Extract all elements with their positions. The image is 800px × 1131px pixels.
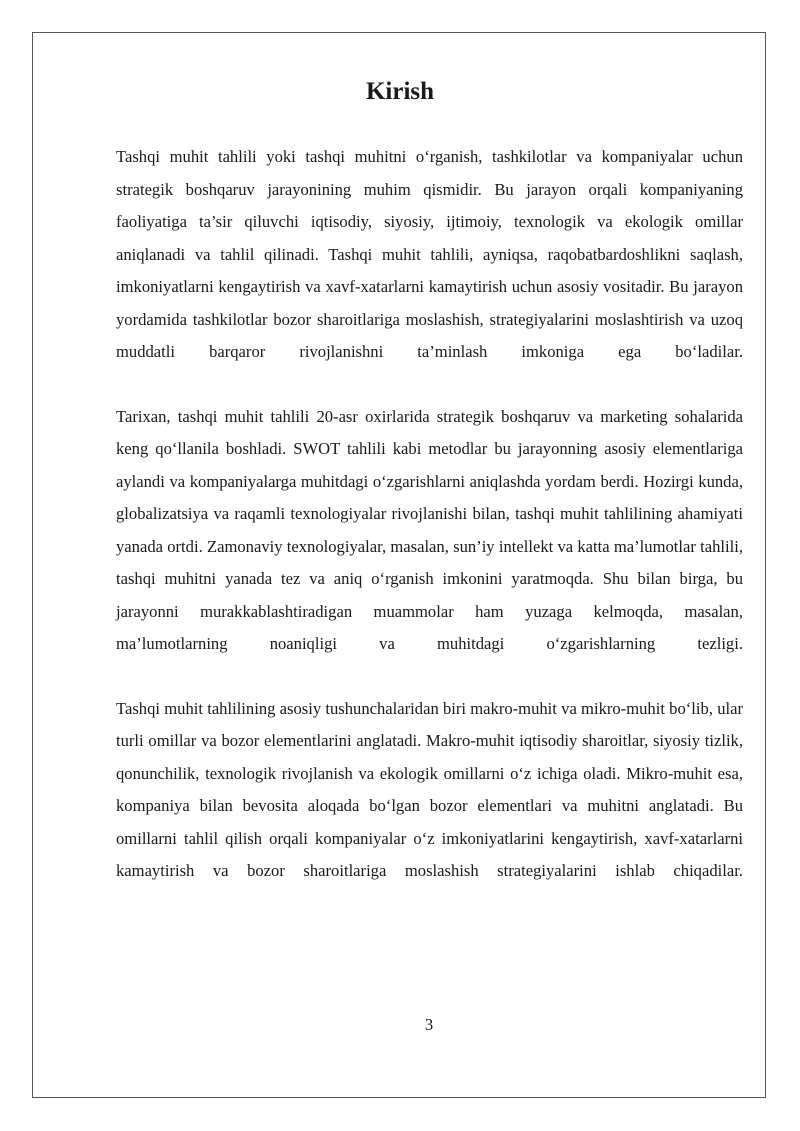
page-title: Kirish (365, 78, 435, 105)
paragraph-introduction: Tashqi muhit tahlili yoki tashqi muhitni o‘rganish, tashkilotlar va kompaniyalar uchun strategik boshqaruv jarayonining muhim qismidir. Bu jarayon orqali kompaniyaning faoliyatiga ta’sir qiluvchi iqtisodiy, siyosiy, ijtimoiy, texnologik va ekologik omillar aniqlanadi va tahlil qilinadi. Tashqi muhit tahlili, ayniqsa, raqobatbardoshlikni saqlash, imkoniyatlarni kengaytirish va xavf-xatarlarni kamaytirish uchun asosiy vositadir. Bu jarayon yordamida tashkilotlar bozor sharoitlariga moslashish, strategiyalarini moslashtirish va uzoq muddatli barqaror rivojlanishni ta’minlash imkoniga ega bo‘ladilar. (116, 147, 743, 361)
page-number: 3 (424, 1015, 434, 1034)
paragraph-macro-micro: Tashqi muhit tahlilining asosiy tushunchalaridan biri makro-muhit va mikro-muhit bo‘lib, ular turli omillar va bozor elementlarini anglatadi. Makro-muhit iqtisodiy sharoitlar, siyosiy tizlik, qonunchilik, texnologik rivojlanish va ekologik omillarni o‘z ichiga oladi. Mikro-muhit esa, kompaniya bilan bevosita aloqada bo‘lgan bozor elementlari va muhitni anglatadi. Bu omillarni tahlil qilish orqali kompaniyalar o‘z imkoniyatlarini kengaytirish, xavf-xatarlarni kamaytirish va bozor sharoitlariga moslashish strategiyalarini ishlab chiqadilar. (116, 698, 743, 880)
paragraph-history: Tarixan, tashqi muhit tahlili 20-asr oxirlarida strategik boshqaruv va marketing sohalarida keng qo‘llanila boshladi. SWOT tahlili kabi metodlar bu jarayonning asosiy elementlariga aylandi va kompaniyalarga muhitdagi o‘zgarishlarni aniqlashda yordam berdi. Hozirgi kunda, globalizatsiya va raqamli texnologiyalar rivojlanishi bilan, tashqi muhit tahlilining ahamiyati yanada ortdi. Zamonaviy texnologiyalar, masalan, sun’iy intellekt va katta ma’lumotlar tahlili, tashqi muhitni yanada tez va aniq o‘rganish imkonini yaratmoqda. Shu bilan birga, bu jarayonni murakkablashtiradigan muammolar ham yuzaga kelmoqda, masalan, ma’lumotlarning noaniqligi va muhitdagi o‘zgarishlarning tezligi. (116, 406, 743, 653)
document-body (116, 141, 743, 888)
